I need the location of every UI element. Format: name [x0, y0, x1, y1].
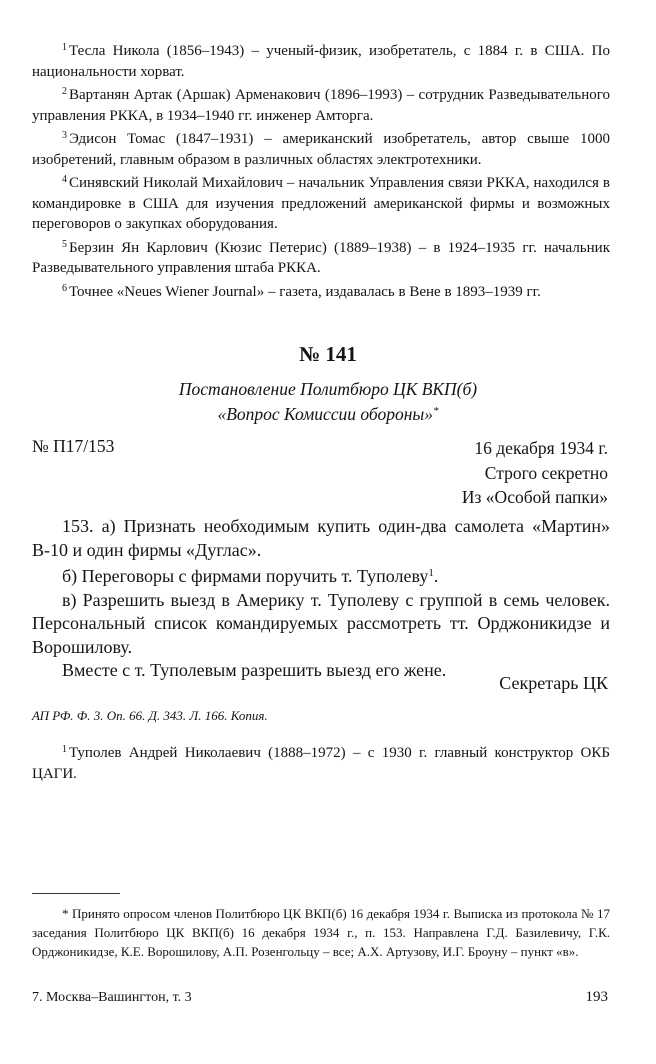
footnote-mark: *	[62, 906, 69, 921]
footnote-text: Синявский Николай Михайлович – начальник Управления связи РККА, находился в командировке в США для изучения предложений американской фирмы и возможных переговоров о закупках оборудования.	[32, 175, 610, 232]
paragraph-text: б) Переговоры с фирмами поручить т. Туполеву	[62, 566, 429, 586]
resolution-paragraph: в) Разрешить выезд в Америку т. Туполеву с группой в семь человек. Персональный список командируемых рассмотреть тт. Орджоникидзе и Ворошилову.	[32, 589, 610, 657]
resolution-paragraph: 153. а) Признать необходимым купить один-два самолета «Мартин» В-10 и один фирмы «Дуглас».	[32, 516, 610, 560]
footnote	[32, 235, 610, 279]
footnote-text: Берзин Ян Карлович (Кюзис Петерис) (1889–1938) – в 1924–1935 гг. начальник Разведывательного управления штаба РККА.	[32, 239, 610, 276]
footnote-mark: 5	[62, 238, 67, 250]
source-folder-label: Из «Особой папки»	[461, 487, 608, 507]
signature: Секретарь ЦК	[499, 673, 608, 693]
document-title-line-2	[0, 400, 656, 425]
footnote-mark: 1	[62, 42, 67, 53]
footnote	[32, 82, 610, 126]
classification-label: Строго секретно	[484, 462, 608, 483]
footnote-mark: 3	[62, 130, 67, 141]
footnote	[32, 739, 610, 785]
footnote-mark: 4	[62, 174, 67, 185]
document-number: № 141	[299, 342, 357, 366]
footnote-mark: 6	[62, 282, 67, 294]
paragraph-end: .	[433, 566, 439, 586]
page-number: 193	[585, 989, 608, 1005]
footnote-separator	[32, 893, 120, 894]
archive-reference: АП РФ. Ф. 3. Оп. 66. Д. 343. Л. 166. Копия.	[32, 708, 268, 723]
footnote	[32, 904, 610, 961]
resolution-body	[32, 515, 610, 683]
document-meta	[462, 436, 608, 510]
resolution-paragraph: Вместе с т. Туполевым разрешить выезд его жене.	[62, 660, 447, 680]
document-title	[0, 378, 656, 425]
footnote-text: Тесла Никола (1856–1943) – ученый-физик, изобретатель, с 1884 г. в США. По национальности хорват.	[32, 43, 610, 80]
footnote	[32, 279, 610, 303]
footnote-text: Принято опросом членов Политбюро ЦК ВКП(б) 16 декабря 1934 г. Выписка из протокола № 17 заседания Политбюро ЦК ВКП(б) 16 декабря 1934 г., п. 153. Направлена Г.Д. Базилевичу, Г.К. Орджоникидзе, К.Е. Ворошилову, А.П. Розенгольцу – все; А.Х. Артузову, И.Г. Броуну – пункт «в».	[32, 906, 611, 959]
document-title-text: «Вопрос Комиссии обороны»	[217, 404, 434, 424]
footnote-text: Эдисон Томас (1847–1931) – американский изобретатель, автор свыше 1000 изобретений, главным образом в различных областях электротехники.	[32, 131, 610, 168]
document-title-mark: *	[433, 405, 439, 417]
book-title: 7. Москва–Вашингтон, т. 3	[32, 990, 192, 1005]
footnote-mark: 1	[62, 744, 67, 755]
star-footnote	[32, 904, 610, 961]
document-title-line-1: Постановление Политбюро ЦК ВКП(б)	[178, 379, 478, 399]
footnote	[32, 170, 610, 235]
footnotes-top	[32, 38, 610, 302]
document-date: 16 декабря 1934 г.	[474, 438, 608, 458]
footnote-reference: 1	[428, 567, 434, 579]
footnote-text: Туполев Андрей Николаевич (1888–1972) – с 1930 г. главный конструктор ОКБ ЦАГИ.	[32, 745, 610, 782]
registration-number: № П17/153	[32, 436, 115, 456]
resolution-paragraph	[32, 562, 610, 589]
document-footnotes	[32, 739, 610, 785]
footnote-mark: 2	[62, 86, 67, 97]
footnote-text: Точнее «Neues Wiener Journal» – газета, издавалась в Вене в 1893–1939 гг.	[69, 283, 541, 300]
footnote	[32, 38, 610, 82]
footnote	[32, 126, 610, 170]
footnote-text: Вартанян Артак (Аршак) Арменакович (1896–1993) – сотрудник Разведывательного управления РККА, в 1934–1940 гг. инженер Амторга.	[32, 87, 610, 124]
